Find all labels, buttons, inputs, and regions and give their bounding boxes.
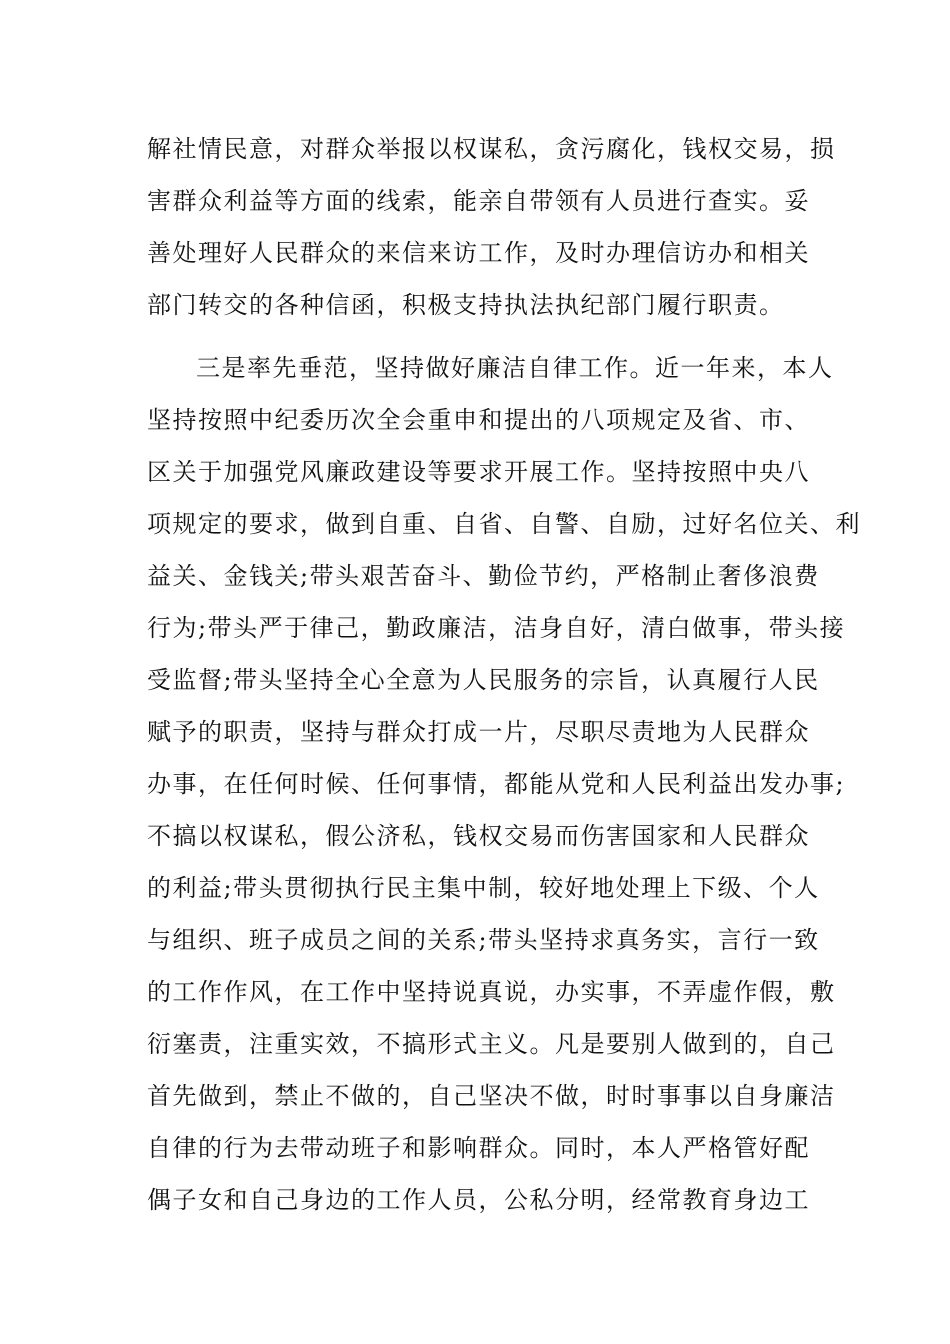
paragraph-2-line-17: 偶子女和自己身边的工作人员，公私分明，经常教育身边工 [147, 1186, 810, 1214]
paragraph-2-line-15: 首先做到，禁止不做的，自己坚决不做，时时事事以自身廉洁 [147, 1082, 836, 1110]
paragraph-1-line-3: 善处理好人民群众的来信来访工作，及时办理信访办和相关 [147, 239, 810, 267]
paragraph-2-line-10: 不搞以权谋私，假公济私，钱权交易而伤害国家和人民群众 [147, 822, 810, 850]
paragraph-2-line-13: 的工作作风，在工作中坚持说真说，办实事，不弄虚作假，敷 [147, 978, 836, 1006]
paragraph-2-line-4: 项规定的要求，做到自重、自省、自警、自励，过好名位关、利 [147, 510, 861, 538]
paragraph-2-line-14: 衍塞责，注重实效，不搞形式主义。凡是要别人做到的，自己 [147, 1030, 836, 1058]
paragraph-1-line-1: 解社情民意，对群众举报以权谋私，贪污腐化，钱权交易，损 [147, 135, 836, 163]
paragraph-2-line-5: 益关、金钱关;带头艰苦奋斗、勤俭节约，严格制止奢侈浪费 [147, 562, 820, 590]
paragraph-2-line-8: 赋予的职责，坚持与群众打成一片，尽职尽责地为人民群众 [147, 718, 810, 746]
paragraph-1-line-2: 害群众利益等方面的线索，能亲自带领有人员进行查实。妥 [147, 187, 810, 215]
paragraph-2-line-9: 办事，在任何时候、任何事情，都能从党和人民利益出发办事; [147, 770, 846, 798]
paragraph-2-line-12: 与组织、班子成员之间的关系;带头坚持求真务实，言行一致 [147, 926, 820, 954]
paragraph-2-line-16: 自律的行为去带动班子和影响群众。同时，本人严格管好配 [147, 1134, 810, 1162]
paragraph-2-line-6: 行为;带头严于律己，勤政廉洁，洁身自好，清白做事，带头接 [147, 614, 846, 642]
paragraph-1-line-4: 部门转交的各种信函，积极支持执法执纪部门履行职责。 [147, 291, 785, 319]
paragraph-2-line-7: 受监督;带头坚持全心全意为人民服务的宗旨，认真履行人民 [147, 666, 820, 694]
paragraph-2-line-1: 三是率先垂范，坚持做好廉洁自律工作。近一年来，本人 [196, 354, 834, 382]
paragraph-2-line-3: 区关于加强党风廉政建设等要求开展工作。坚持按照中央八 [147, 458, 810, 486]
paragraph-2-line-2: 坚持按照中纪委历次全会重申和提出的八项规定及省、市、 [147, 406, 810, 434]
paragraph-2-line-11: 的利益;带头贯彻执行民主集中制，较好地处理上下级、个人 [147, 874, 820, 902]
